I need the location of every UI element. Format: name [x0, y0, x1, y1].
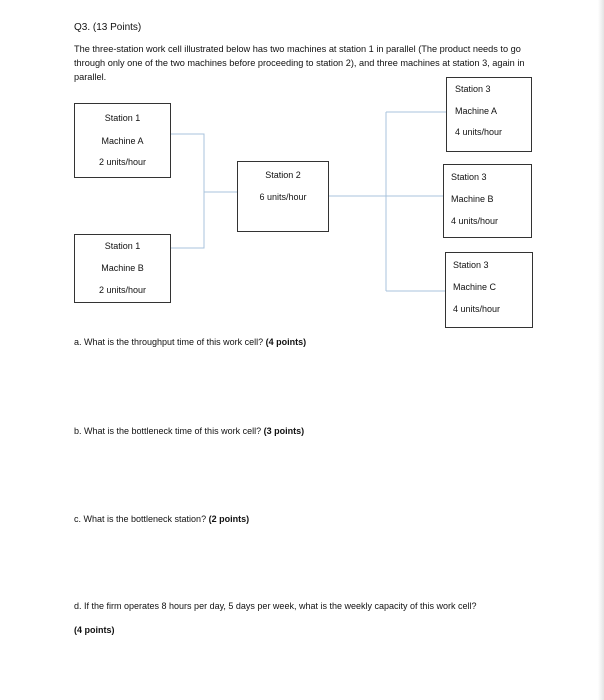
question-d-points-line [74, 625, 115, 635]
question-a-points: (4 points) [265, 337, 307, 347]
station2-title: Station 2 [265, 170, 301, 180]
question-d [74, 601, 477, 611]
question-heading: Q3. (13 Points) [74, 22, 142, 33]
station3-machine-b-box [443, 164, 532, 238]
connector-s1b-s2 [170, 192, 204, 248]
station1-machine-a-box [74, 103, 171, 178]
station3a-machine: Machine A [455, 106, 498, 116]
station1a-rate: 2 units/hour [98, 157, 147, 167]
station2-rate: 6 units/hour [259, 192, 307, 202]
station3-machine-a-box [446, 77, 532, 152]
question-a [74, 337, 306, 347]
question-b-text: b. What is the bottleneck time of this work cell? [74, 426, 262, 436]
station3b-machine: Machine B [451, 194, 494, 204]
station1b-rate: 2 units/hour [98, 285, 147, 295]
question-c [74, 514, 249, 524]
station3a-title: Station 3 [455, 84, 491, 94]
station3b-rate: 4 units/hour [451, 216, 499, 226]
station2-box [237, 161, 329, 232]
station3-machine-c-box [445, 252, 533, 328]
question-c-text: c. What is the bottleneck station? [74, 514, 207, 524]
question-b-points: (3 points) [263, 426, 305, 436]
question-d-text: d. If the firm operates 8 hours per day, 5 days per week, what is the weekly capacity of this work cell? [74, 601, 477, 611]
question-b [74, 426, 304, 436]
question-d-points: (4 points) [74, 625, 115, 635]
station1-machine-b-box [74, 234, 171, 303]
station1a-machine: Machine A [101, 136, 144, 146]
connector-s1a-s2 [170, 134, 238, 192]
station1b-title: Station 1 [104, 241, 141, 251]
question-a-text: a. What is the throughput time of this work cell? [74, 337, 264, 347]
station1b-machine: Machine B [101, 263, 144, 273]
question-intro: The three-station work cell illustrated below has two machines at station 1 in parallel (The product needs to go through only one of the two machines before proceeding to station 2), and three machines at station 3, again in parallel. [74, 44, 525, 82]
station3a-rate: 4 units/hour [455, 127, 503, 137]
station1a-title: Station 1 [104, 113, 141, 123]
question-c-points: (2 points) [208, 514, 250, 524]
station3c-machine: Machine C [453, 282, 497, 292]
station3b-title: Station 3 [451, 172, 487, 182]
station3c-title: Station 3 [453, 260, 489, 270]
station3c-rate: 4 units/hour [453, 304, 501, 314]
